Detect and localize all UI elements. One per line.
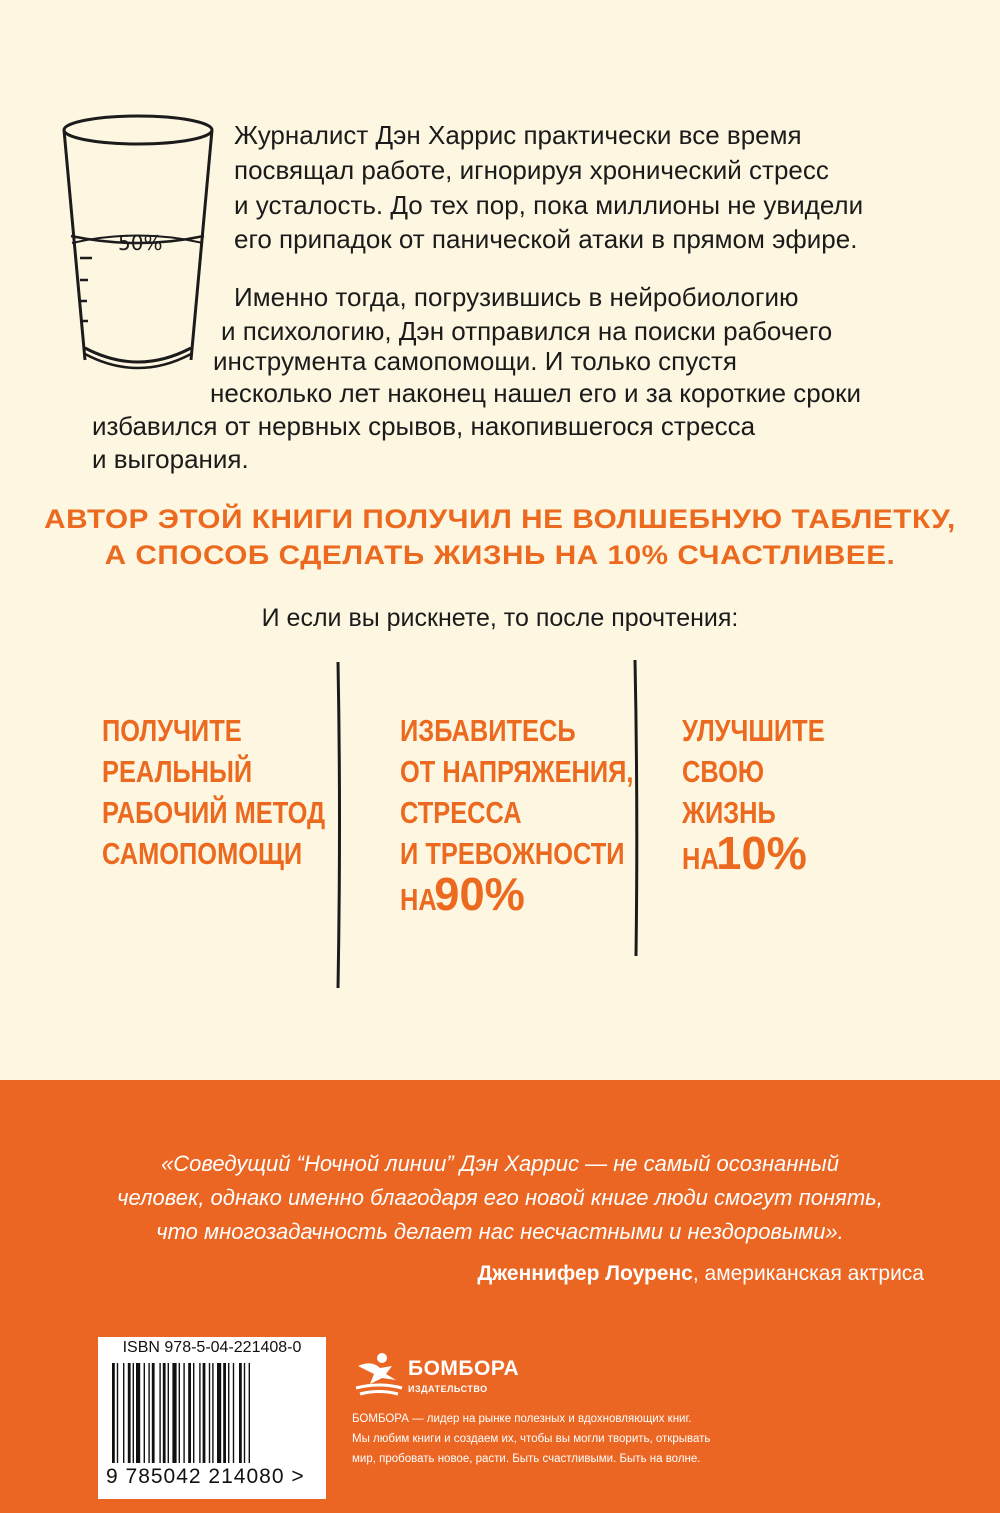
intro-line: Именно тогда, погрузившись в нейробиологию — [234, 282, 799, 312]
barcode-bar — [239, 1363, 242, 1463]
headline-line: А СПОСОБ СДЕЛАТЬ ЖИЗНЬ НА 10% СЧАСТЛИВЕЕ. — [104, 540, 896, 570]
barcode-bar — [112, 1363, 115, 1463]
benefit-line: САМОПОМОЩИ — [102, 836, 303, 871]
barcode-bar — [172, 1363, 176, 1463]
benefit-column-2 — [400, 710, 634, 920]
barcode-bar — [217, 1363, 221, 1463]
publisher-description — [352, 1409, 802, 1469]
benefit-value: 10% — [716, 827, 807, 879]
quote-line: человек, однако именно благодаря его новой книге люди смогут понять, — [117, 1185, 883, 1210]
glass-illustration-icon — [58, 108, 218, 378]
intro-line: несколько лет наконец нашел его и за короткие сроки — [210, 378, 862, 408]
barcode-bar — [188, 1363, 191, 1463]
intro-line: его припадок от панической атаки в прямом эфире. — [234, 224, 858, 254]
barcode-bar — [223, 1363, 226, 1463]
headline-line: АВТОР ЭТОЙ КНИГИ ПОЛУЧИЛ НЕ ВОЛШЕБНУЮ ТАБЛЕТКУ, — [44, 504, 956, 534]
publisher-description-line: мир, пробовать новое, расти. Быть счастливыми. Быть на волне. — [352, 1453, 701, 1465]
benefit-value-line — [682, 827, 825, 879]
benefit-line: РЕАЛЬНЫЙ — [102, 754, 253, 789]
barcode-bar — [228, 1363, 229, 1463]
barcode-bar — [163, 1363, 166, 1463]
attribution-name: Дженнифер Лоуренс — [477, 1262, 693, 1285]
publisher-description-line: Мы любим книги и создаем их, чтобы вы могли творить, открывать — [352, 1433, 711, 1445]
isbn-text: ISBN 978-5-04-221408-0 — [122, 1339, 302, 1356]
column-divider — [335, 660, 343, 990]
barcode-bar — [128, 1363, 131, 1463]
glass-label: 50% — [118, 231, 163, 255]
barcode-bar — [152, 1363, 155, 1463]
benefit-line: СТРЕССА — [400, 795, 522, 830]
barcode-digits: 9 785042 214080 > — [106, 1465, 305, 1488]
barcode-bar — [159, 1363, 160, 1463]
publisher-description-line: БОМБОРА — лидер на рынке полезных и вдохновляющих книг. — [352, 1413, 692, 1425]
barcode-bar — [148, 1363, 149, 1463]
lead-text: И если вы рискнете, то после прочтения: — [261, 604, 739, 632]
barcode-bar — [203, 1363, 206, 1463]
barcode-bar — [233, 1363, 234, 1463]
publisher-subtitle: ИЗДАТЕЛЬСТВО — [408, 1384, 488, 1394]
intro-line: и выгорания. — [92, 444, 249, 474]
benefit-prefix: НА — [400, 882, 437, 917]
bombora-logo-icon — [352, 1344, 406, 1400]
barcode-bar — [179, 1363, 180, 1463]
intro-line: и усталость. До тех пор, пока миллионы не увидели — [234, 190, 864, 220]
barcode-icon — [112, 1363, 312, 1463]
barcode-bar — [168, 1363, 169, 1463]
quote-attribution — [477, 1262, 924, 1286]
benefit-line: УЛУЧШИТЕ — [682, 713, 825, 748]
barcode-bar — [123, 1363, 124, 1463]
intro-line: посвящал работе, игнорируя хронический стресс — [234, 155, 829, 185]
quote-line: «Соведущий “Ночной линии” Дэн Харрис — не самый осознанный — [161, 1151, 839, 1176]
benefit-column-3 — [682, 710, 825, 879]
barcode-bar — [249, 1363, 250, 1463]
barcode-bar — [212, 1363, 213, 1463]
quote-line: что многозадачность делает нас несчастными и нездоровыми». — [156, 1219, 844, 1244]
intro-line: избавился от нервных срывов, накопившегося стресса — [92, 411, 756, 441]
barcode-bar — [244, 1363, 245, 1463]
benefit-line: И ТРЕВОЖНОСТИ — [400, 836, 625, 871]
intro-line: Журналист Дэн Харрис практически все время — [234, 120, 802, 150]
benefit-column-1 — [102, 710, 325, 874]
benefit-line: ПОЛУЧИТЕ — [102, 713, 242, 748]
benefit-line: ОТ НАПРЯЖЕНИЯ, — [400, 754, 634, 789]
benefit-line: РАБОЧИЙ МЕТОД — [102, 795, 326, 830]
publisher-name: БОМБОРА — [408, 1357, 520, 1380]
attribution-role: , американская актриса — [692, 1262, 924, 1285]
benefit-value: 90% — [434, 868, 525, 920]
barcode-bar — [117, 1363, 118, 1463]
barcode-bar — [144, 1363, 145, 1463]
benefit-prefix: НА — [682, 841, 719, 876]
intro-line: и психологию, Дэн отправился на поиски рабочего — [221, 316, 833, 346]
barcode-box — [98, 1337, 326, 1499]
barcode-bar — [199, 1363, 200, 1463]
benefit-line: СВОЮ — [682, 754, 765, 789]
benefit-value-line — [400, 868, 634, 920]
barcode-bar — [183, 1363, 184, 1463]
intro-line: инструмента самопомощи. И только спустя — [213, 346, 737, 376]
benefit-line: ЖИЗНЬ — [682, 795, 776, 830]
benefit-line: ИЗБАВИТЕСЬ — [400, 713, 576, 748]
barcode-bar — [209, 1363, 210, 1463]
barcode-bar — [193, 1363, 194, 1463]
barcode-bar — [133, 1363, 134, 1463]
barcode-bar — [136, 1363, 140, 1463]
